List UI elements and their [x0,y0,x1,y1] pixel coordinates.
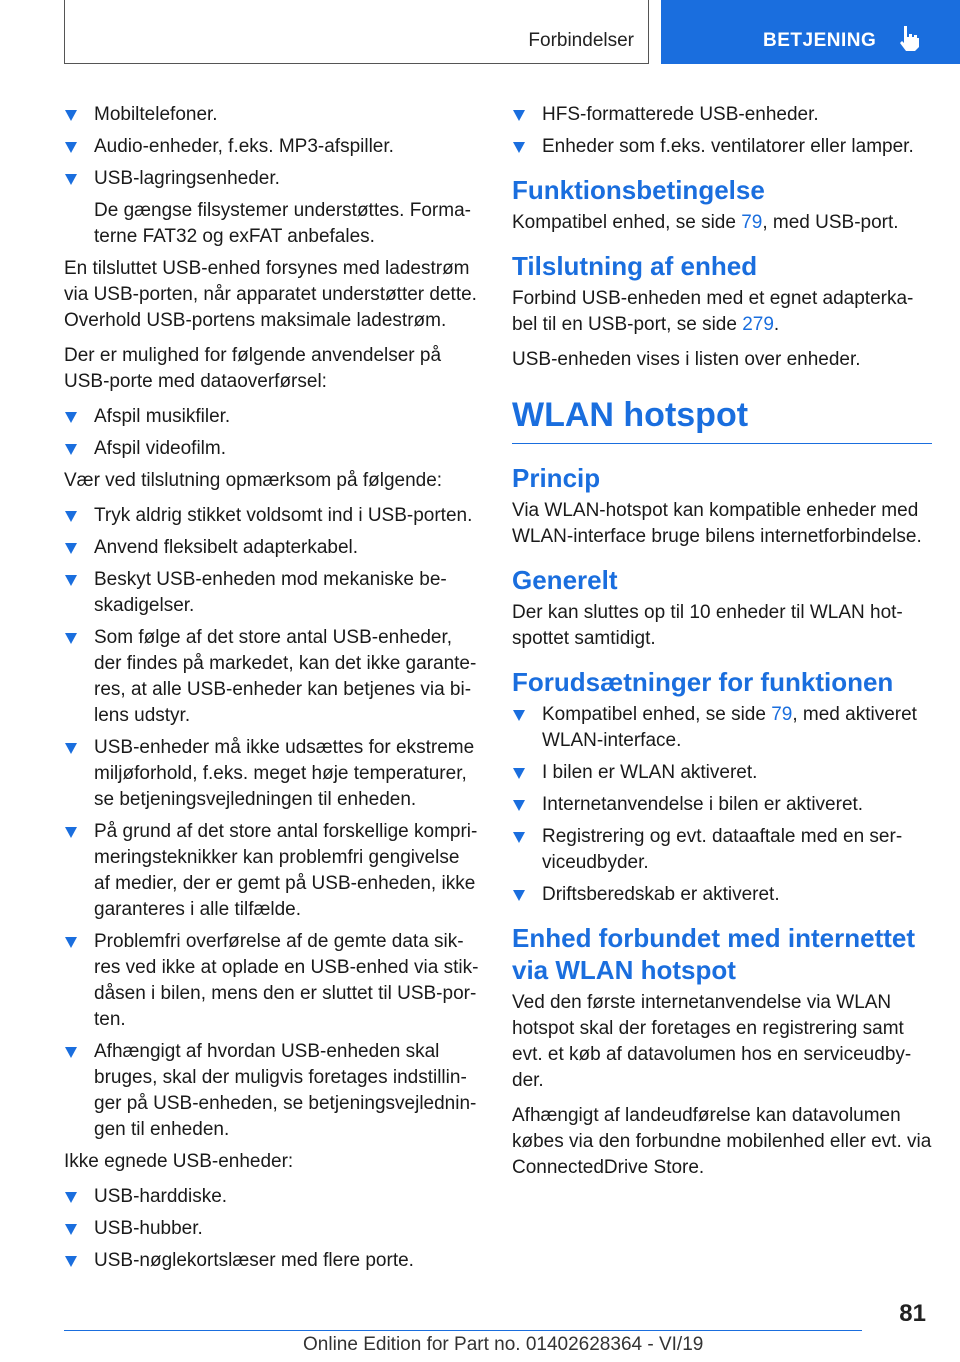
bullet-triangle-icon [513,800,525,811]
heading-tilslutning: Tilslutning af enhed [512,251,758,281]
list-item: Beskyt USB-enheden mod mekaniske beskadigelser. [64,567,480,619]
paragraph: Via WLAN-hotspot kan kompatible enheder med WLAN-interface bruge bilens internetforbindelse. [512,500,922,547]
list-item: Kompatibel enhed, se side 79, med aktiveret WLAN-interface. [512,702,932,754]
list-item: Problemfri overførelse af de gemte data sikres ved ikke at oplade en USB-enhed via stikdåsen i bilen, mens den er sluttet til USB-porten. [64,929,480,1033]
page-link[interactable]: 279 [742,314,774,335]
header-section-box [64,0,649,64]
list-item: USB-lagringsenheder. [64,166,480,192]
header-section-title: Forbindelser [528,30,634,51]
list-item: HFS-formatterede USB-enheder. [512,102,932,128]
list-item: USB-enheder må ikke udsættes for ekstreme miljøforhold, f.eks. meget høje temperaturer, se betjeningsvejledningen til enheden. [64,735,480,813]
bullet-triangle-icon [65,174,77,185]
paragraph: Afhængigt af landeudførelse kan datavolumen købes via den forbundne mobilenhed eller evt. via ConnectedDrive Store. [512,1105,932,1178]
paragraph: Ved den første internetanvendelse via WLAN hotspot skal der foretages en registrering samt evt. et køb af datavolumen hos en serviceudbyder. [512,992,912,1091]
bullet-triangle-icon [65,827,77,838]
bullet-triangle-icon [65,511,77,522]
bullet-triangle-icon [65,110,77,121]
list-item: På grund af det store antal forskellige komprimeringsteknikker kan problemfri gengivelse af medier, der er gemt på USB-enheden, ikke garanteres i alle tilfælde. [64,819,480,923]
bullet-triangle-icon [513,710,525,721]
page-link[interactable]: 79 [771,704,793,725]
list-item: Afhængigt af hvordan USB-enheden skal bruges, skal der muligvis foretages indstillinger på USB-enheden, se betjeningsvejledningen til enheden. [64,1039,480,1143]
bullet-triangle-icon [513,768,525,779]
list-item: Afspil videofilm. [64,436,480,462]
list-item: Audio-enheder, f.eks. MP3-afspiller. [64,134,480,160]
page-link[interactable]: 79 [741,212,763,233]
list-item: Afspil musikfiler. [64,404,480,430]
paragraph: Forbind USB-enheden med et egnet adapterkabel til en USB-port, se side 279. [512,288,914,335]
bullet-triangle-icon [65,444,77,455]
bullet-triangle-icon [513,832,525,843]
list-item: Mobiltelefoner. [64,102,480,128]
heading-funktionsbetingelse: Funktionsbetingelse [512,175,765,205]
paragraph: Der er mulighed for følgende anvendelser på USB-porte med dataoverførsel: [64,345,442,392]
paragraph: En tilsluttet USB-enhed forsynes med ladestrøm via USB-porten, når apparatet understøtter dette. Overhold USB-portens maksimale ladestrøm. [64,258,477,331]
bullet-triangle-icon [65,1224,77,1235]
bullet-triangle-icon [65,543,77,554]
footer-edition: Online Edition for Part no. 01402628364 - VI/19 [303,1334,704,1355]
list-item: Internetanvendelse i bilen er aktiveret. [512,792,932,818]
list-item: Som følge af det store antal USB-enheder, der findes på markedet, kan det ikke garanteres, at alle USB-enheder kan betjenes via bilens udstyr. [64,625,480,729]
bullet-triangle-icon [65,1256,77,1267]
paragraph: Kompatibel enhed, se side 79, med USB-port. [512,212,899,233]
paragraph: USB-enheden vises i listen over enheder. [512,349,861,370]
list-item: USB-harddiske. [64,1184,480,1210]
bullet-triangle-icon [65,575,77,586]
right-column [512,102,932,1190]
page-number: 81 [899,1300,926,1327]
list-item: Driftsberedskab er aktiveret. [512,882,932,908]
bullet-triangle-icon [65,633,77,644]
bullet-triangle-icon [65,1047,77,1058]
paragraph: Der kan sluttes op til 10 enheder til WLAN hotspottet samtidigt. [512,602,903,649]
list-item-note: De gængse filsystemer understøttes. Formaterne FAT32 og exFAT anbefales. [94,200,471,247]
hand-pointer-icon [897,24,921,52]
bullet-triangle-icon [65,937,77,948]
list-item: I bilen er WLAN aktiveret. [512,760,932,786]
heading-princip: Princip [512,463,601,493]
bullet-triangle-icon [513,142,525,153]
bullet-triangle-icon [513,110,525,121]
bullet-triangle-icon [65,142,77,153]
heading-wlan-hotspot: WLAN hotspot [512,393,932,444]
left-column [64,102,480,1280]
list-item: Tryk aldrig stikket voldsomt ind i USB-porten. [64,503,480,529]
header-chapter-label: BETJENING [763,30,877,51]
bullet-triangle-icon [65,412,77,423]
bullet-triangle-icon [65,1192,77,1203]
list-item: Enheder som f.eks. ventilatorer eller lamper. [512,134,932,160]
footer-rule [64,1330,862,1331]
heading-forudsaetninger: Forudsætninger for funktionen [512,667,894,697]
list-item: USB-nøglekortslæser med flere porte. [64,1248,480,1274]
header-chapter-tab [661,0,960,64]
list-item: Registrering og evt. dataaftale med en serviceudbyder. [512,824,932,876]
bullet-triangle-icon [513,890,525,901]
paragraph: Vær ved tilslutning opmærksom på følgende: [64,470,443,491]
heading-enhed-forbundet: Enhed forbundet med internettet via WLAN hotspot [512,923,915,985]
heading-generelt: Generelt [512,565,618,595]
paragraph: Ikke egnede USB-enheder: [64,1151,294,1172]
bullet-triangle-icon [65,743,77,754]
list-item: Anvend fleksibelt adapterkabel. [64,535,480,561]
list-item: USB-hubber. [64,1216,480,1242]
